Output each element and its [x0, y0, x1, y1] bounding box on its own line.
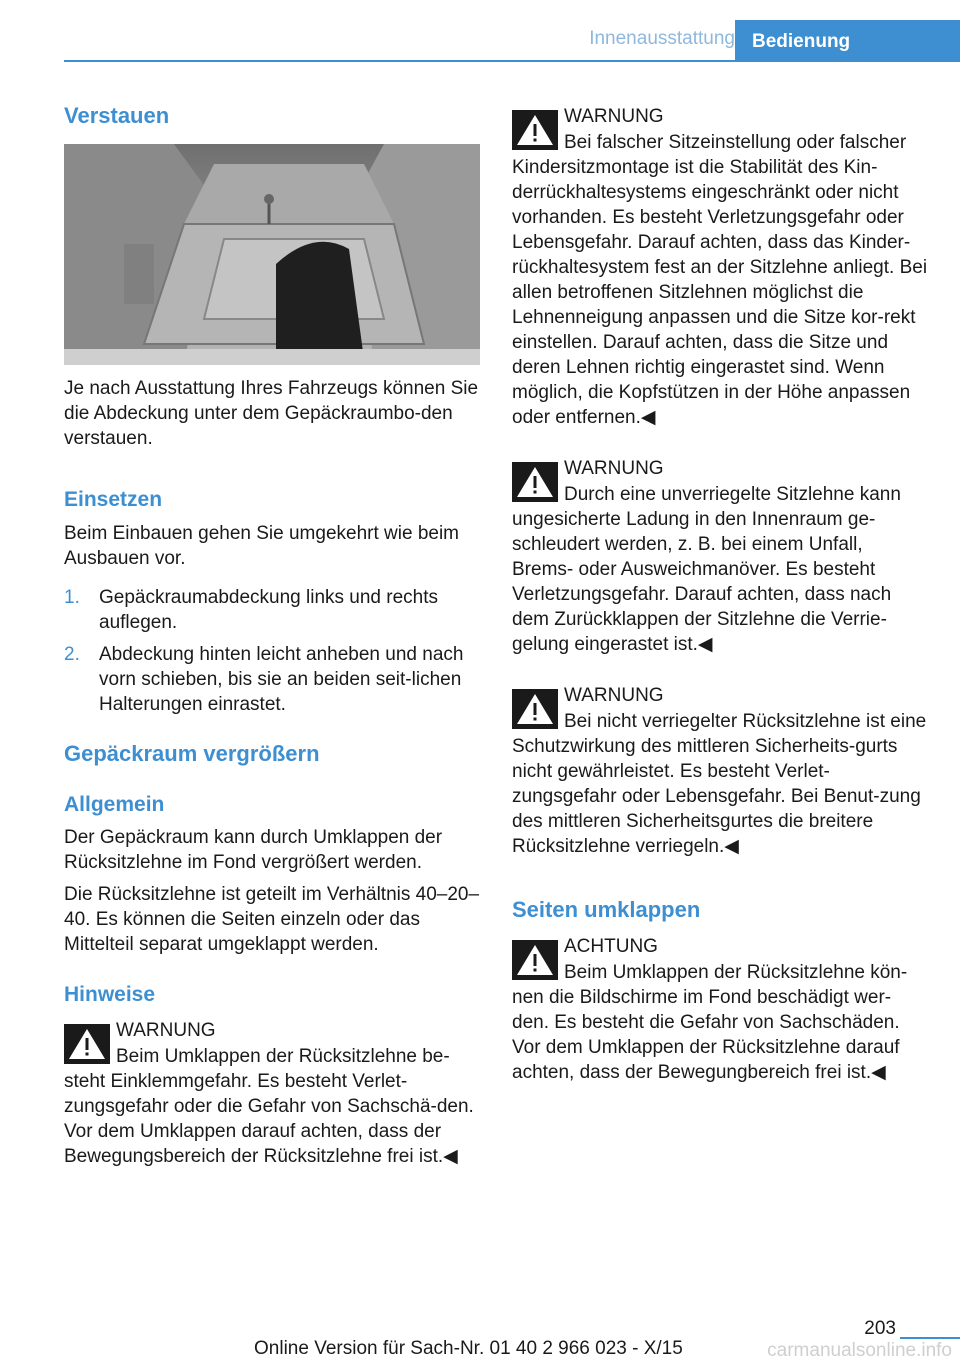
heading-hinweise: Hinweise — [64, 983, 156, 1006]
warning-text: Beim Umklappen der Rücksitzlehne be-steht Einklemmgefahr. Es besteht Verlet-zungsgefahr oder die Gefahr von Sachschä-den. Vor dem Umklappen darauf achten, dass der Bewegungsbereich der Rücksitzlehne frei ist.◀ — [64, 1046, 474, 1167]
list-text: Abdeckung hinten leicht anheben und nach vorn schieben, bis sie an beiden seit-lichen Halterungen einrastet. — [99, 644, 464, 715]
warning-text: Bei nicht verriegelter Rücksitzlehne ist eine Schutzwirkung des mittleren Sicherheits-gurts nicht gewährleistet. Es besteht Verlet-zungsgefahr oder Lebensgefahr. Bei Benut-zung des mittleren Sicherheitsgurtes die breitere Rücksitzlehne verriegeln.◀ — [512, 711, 927, 857]
warning-title: WARNUNG — [564, 685, 664, 706]
paragraph-einsetzen: Beim Einbauen gehen Sie umgekehrt wie beim Ausbauen vor. — [64, 523, 460, 569]
warning-box — [512, 683, 928, 873]
paragraph-verstauen: Je nach Ausstattung Ihres Fahrzeugs können Sie die Abdeckung unter dem Gepäckraumbo-den verstauen. — [64, 378, 479, 449]
header-rule — [64, 60, 960, 62]
warning-text: Durch eine unverriegelte Sitzlehne kann ungesicherte Ladung in den Innenraum ge-schleudert werden, z. B. bei einem Unfall, Brems- oder Ausweichmanöver. Es besteht Verletzungsgefahr. Darauf achten, dass nach dem Zurückklappen der Sitzlehne die Verrie-gelung eingerastet ist.◀ — [512, 484, 901, 655]
watermark: carmanualsonline.info — [767, 1340, 952, 1361]
heading-einsetzen: Einsetzen — [64, 488, 163, 511]
warning-box — [512, 104, 928, 444]
list-number: 2. — [64, 644, 80, 665]
warning-title: WARNUNG — [116, 1020, 216, 1041]
heading-allgemein: Allgemein — [64, 793, 165, 816]
warning-box — [64, 1018, 480, 1208]
trunk-photo — [64, 144, 480, 365]
caution-text: Beim Umklappen der Rücksitzlehne kön-nen die Bildschirme im Fond beschädigt wer-den. Es besteht die Gefahr von Sachschäden. Vor dem Umklappen der Rücksitzlehne darauf achten, dass der Bewegungbereich frei ist.◀ — [512, 962, 908, 1083]
heading-seiten-umklappen: Seiten umklappen — [512, 897, 701, 922]
list-number: 1. — [64, 587, 80, 608]
chapter-tab-active[interactable]: Bedienung — [735, 20, 960, 62]
heading-verstauen: Verstauen — [64, 103, 170, 128]
online-version-note: Online Version für Sach-Nr. 01 40 2 966 023 - X/15 — [254, 1338, 683, 1359]
warning-text: Bei falscher Sitzeinstellung oder falscher Kindersitzmontage ist die Stabilität des Kin-derrückhaltesystems eingeschränkt oder nicht vorhanden. Es besteht Verletzungsgefahr oder Lebensgefahr. Darauf achten, dass das Kinder-rückhaltesystem fest an der Sitzlehne anliegt. Bei allen betroffenen Sitzlehnen möglichst die Lehnenneigung anpassen und die Sitze kor-rekt einstellen. Darauf achten, dass die Sitze und deren Lehnen richtig eingerastet sind. Wenn möglich, die Kopfstützen in der Höhe anpassen oder entfernen.◀ — [512, 132, 928, 428]
paragraph-allgemein-1: Der Gepäckraum kann durch Umklappen der Rücksitzlehne im Fond vergrößert werden. — [64, 827, 443, 873]
heading-gepaeckraum-vergroessern: Gepäckraum vergrößern — [64, 741, 320, 766]
warning-title: WARNUNG — [564, 458, 664, 479]
section-tab[interactable]: Innenausstattung — [589, 28, 735, 49]
list-item — [64, 642, 480, 717]
paragraph-allgemein-2: Die Rücksitzlehne ist geteilt im Verhältnis 40–20–40. Es können die Seiten einzeln oder das Mittelteil separat umgeklappt werden. — [64, 884, 480, 955]
list-text: Gepäckraumabdeckung links und rechts auflegen. — [99, 587, 439, 633]
page-header — [64, 0, 960, 62]
footer-rule — [900, 1337, 960, 1339]
caution-box — [512, 934, 928, 1099]
warning-title: WARNUNG — [564, 106, 664, 127]
list-item — [64, 585, 480, 635]
page-number: 203 — [864, 1318, 896, 1339]
warning-box — [512, 456, 928, 671]
caution-title: ACHTUNG — [564, 936, 658, 957]
